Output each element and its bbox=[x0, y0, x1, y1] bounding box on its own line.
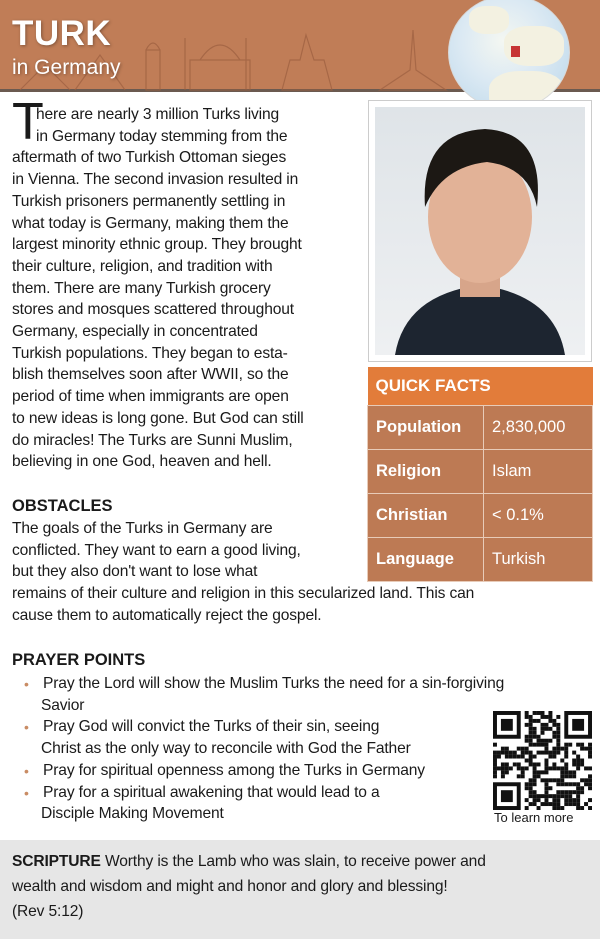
prayer-point-line: Savior bbox=[41, 696, 85, 714]
prayer-point-line: Pray for spiritual openness among the Turks in Germany bbox=[43, 761, 425, 779]
intro-line: in Vienna. The second invasion resulted in bbox=[12, 171, 299, 189]
intro-line: Germany, especially in concentrated bbox=[12, 323, 258, 340]
germany-highlight bbox=[511, 46, 520, 57]
intro-line: believing in one God, heaven and hell. bbox=[12, 453, 272, 471]
fact-label: Religion bbox=[368, 449, 484, 493]
intro-line: blish themselves soon after WWII, so the bbox=[12, 366, 289, 384]
scripture-reference: (Rev 5:12) bbox=[12, 903, 84, 920]
prayer-point-line: Pray God will convict the Turks of their sin, seeing bbox=[43, 718, 380, 736]
intro-line: aftermath of two Turkish Ottoman sieges bbox=[12, 149, 287, 167]
fact-label: Christian bbox=[368, 493, 484, 537]
scripture-section bbox=[0, 840, 600, 939]
fact-row bbox=[368, 449, 593, 493]
fact-label: Population bbox=[368, 405, 484, 449]
page-title: TURK bbox=[12, 14, 112, 53]
bullet-icon: • bbox=[24, 676, 29, 692]
page-subtitle: in Germany bbox=[12, 56, 121, 79]
fact-row bbox=[368, 537, 593, 581]
prayer-points-heading: PRAYER POINTS bbox=[12, 651, 146, 669]
fact-row bbox=[368, 405, 593, 449]
qr-label: To learn more bbox=[494, 810, 574, 825]
obstacles-line: The goals of the Turks in Germany are bbox=[12, 520, 273, 537]
intro-line: to new ideas is long gone. But God can still bbox=[12, 409, 304, 427]
obstacles-heading: OBSTACLES bbox=[12, 497, 113, 515]
intro-line: stores and mosques scattered throughout bbox=[12, 301, 294, 319]
quick-facts-table bbox=[367, 367, 593, 582]
globe-map-icon bbox=[448, 0, 570, 110]
intro-line: period of time when immigrants are open bbox=[12, 388, 289, 406]
intro-line: what today is Germany, making them the bbox=[12, 214, 289, 232]
fact-value: 2,830,000 bbox=[484, 405, 593, 449]
prayer-point-line: Pray for a spiritual awakening that would lead to a bbox=[43, 783, 380, 801]
scripture-label: SCRIPTURE bbox=[12, 853, 101, 870]
intro-line: Turkish prisoners permanently settling in bbox=[12, 192, 286, 210]
intro-line: do miracles! The Turks are Sunni Muslim, bbox=[12, 431, 293, 449]
quick-facts-title: QUICK FACTS bbox=[368, 367, 593, 405]
bullet-icon: • bbox=[24, 719, 29, 736]
intro-line: largest minority ethnic group. They brought bbox=[12, 236, 302, 254]
obstacles-line: cause them to automatically reject the gospel. bbox=[12, 606, 322, 624]
fact-row bbox=[368, 493, 593, 537]
drop-cap: T bbox=[12, 93, 44, 151]
person-portrait bbox=[375, 107, 585, 355]
intro-line: them. There are many Turkish grocery bbox=[12, 279, 271, 297]
bullet-icon: • bbox=[24, 784, 29, 801]
intro-line: their culture, religion, and tradition with bbox=[12, 257, 273, 275]
prayer-point-line: Christ as the only way to reconcile with God the Father bbox=[41, 740, 411, 758]
obstacles-line: remains of their culture and religion in this secularized land. This can bbox=[12, 585, 475, 603]
intro-line: here are nearly 3 million Turks living bbox=[36, 106, 280, 123]
intro-line: in Germany today stemming from the bbox=[36, 127, 288, 145]
scripture-line: Worthy is the Lamb who was slain, to receive power and bbox=[100, 853, 486, 870]
prayer-point-line: Pray the Lord will show the Muslim Turks the need for a sin-forgiving bbox=[43, 675, 505, 692]
qr-code[interactable] bbox=[493, 711, 592, 810]
bullet-icon: • bbox=[24, 762, 29, 779]
portrait-photo bbox=[368, 100, 592, 362]
fact-value: Islam bbox=[484, 449, 593, 493]
fact-value: Turkish bbox=[484, 537, 593, 581]
scripture-line: wealth and wisdom and might and honor and glory and blessing! bbox=[12, 878, 448, 895]
prayer-point-line: Disciple Making Movement bbox=[41, 805, 224, 823]
obstacles-line: conflicted. They want to earn a good living, bbox=[12, 541, 301, 559]
fact-label: Language bbox=[368, 537, 484, 581]
obstacles-line: but they also don't want to lose what bbox=[12, 563, 258, 581]
intro-line: Turkish populations. They began to esta- bbox=[12, 344, 288, 362]
fact-value: < 0.1% bbox=[484, 493, 593, 537]
header-banner bbox=[0, 0, 600, 92]
